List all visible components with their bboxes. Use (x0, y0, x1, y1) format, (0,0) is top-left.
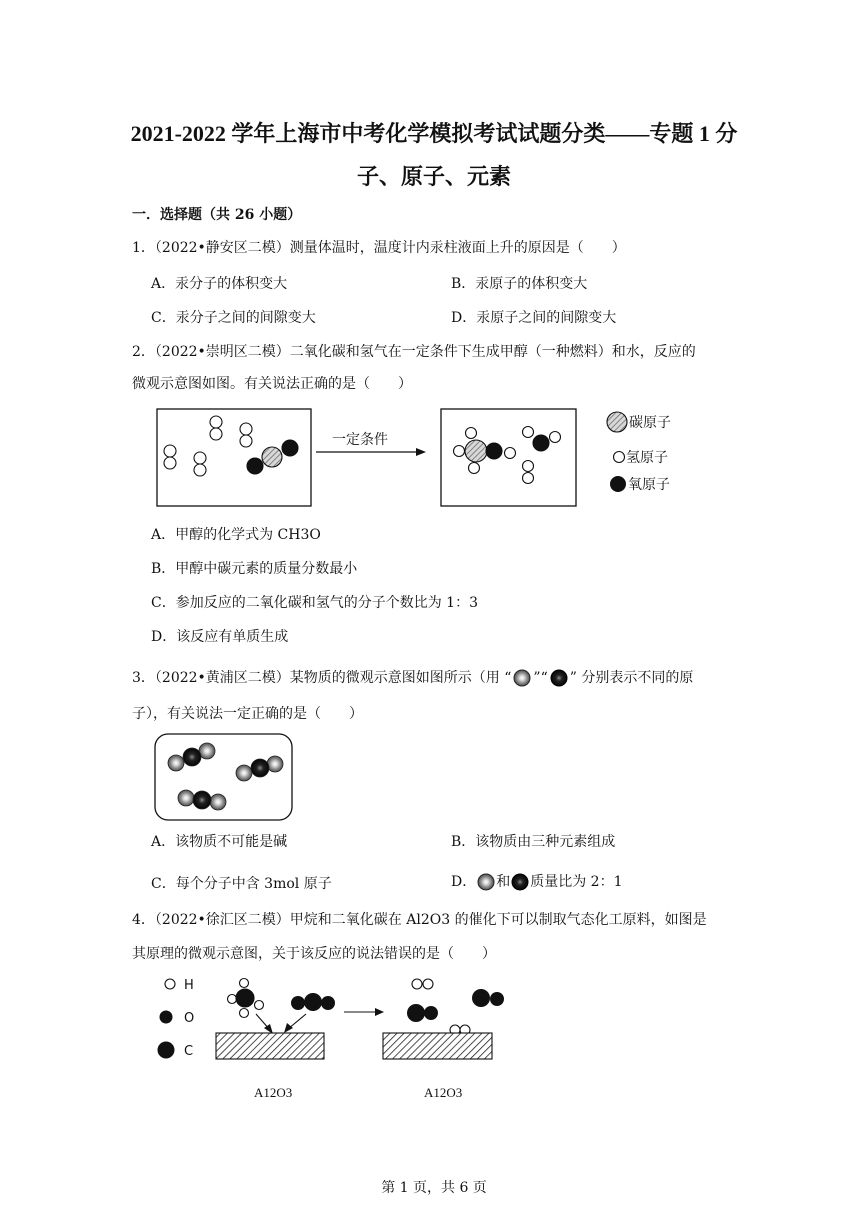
question-3-option-d (451, 871, 623, 891)
legend-h: H (184, 978, 194, 993)
dark-atom-icon (548, 669, 570, 687)
question-1-option-a: A．汞分子的体积变大 (151, 276, 288, 292)
hydrogen-molecule (240, 423, 252, 447)
question-3-option-a: A．该物质不可能是碱 (151, 834, 288, 850)
question-3-option-d-mid: 和 (496, 874, 511, 890)
reactants-box (157, 409, 311, 506)
catalyst-label: A12O3 (424, 1085, 463, 1100)
grey-atom-icon (476, 873, 496, 891)
methane-molecule (228, 979, 264, 1018)
page-title-line1: 2021-2022 学年上海市中考化学模拟考试试题分类——专题 1 分 (130, 121, 738, 146)
arrow-label: 一定条件 (332, 432, 388, 448)
question-2-option-d: D．该反应有单质生成 (151, 629, 289, 645)
hydrogen-molecule (412, 979, 433, 989)
carbon-atom-legend-icon (607, 412, 627, 432)
question-2-option-a: A．甲醇的化学式为 CH3O (151, 527, 321, 543)
oxygen-legend-icon (160, 1011, 173, 1024)
carbon-monoxide-molecule (407, 1004, 438, 1022)
question-1-option-c: C．汞分子之间的间隙变大 (151, 310, 316, 326)
water-molecule (523, 427, 561, 452)
question-2-diagram (0, 400, 868, 530)
question-3-option-d-prefix: D． (451, 874, 477, 890)
page-footer: 第 1 页，共 6 页 (381, 1180, 487, 1196)
molecule (168, 743, 215, 771)
oxygen-atom-legend-icon (610, 476, 626, 492)
hydrogen-molecule (194, 452, 206, 476)
question-3-diagram (0, 730, 868, 830)
question-3-option-d-suffix: 质量比为 2：1 (530, 874, 623, 890)
reaction-arrow-head (416, 448, 426, 456)
question-1-option-d: D．汞原子之间的间隙变大 (451, 310, 617, 326)
question-2-stem-line2: 微观示意图如图。有关说法正确的是（ ） (132, 376, 412, 392)
reaction-arrow-head (375, 1008, 384, 1016)
legend-carbon: 碳原子 (629, 415, 671, 431)
hydrogen-legend-icon (165, 979, 175, 989)
question-4-stem-line2: 其原理的微观示意图，关于该反应的说法错误的是（ ） (132, 946, 496, 962)
hydrogen-molecule (210, 416, 222, 440)
legend-hydrogen: 氢原子 (626, 450, 668, 466)
hydrogen-atom-legend-icon (614, 452, 625, 463)
dark-atom-icon (510, 873, 530, 891)
page-title-line2: 子、原子、元素 (356, 164, 511, 189)
carbon-dioxide-molecule (247, 440, 298, 474)
question-3-stem-line2: 子），有关说法一定正确的是（ ） (132, 706, 363, 722)
question-3-stem-part-c: ” 分别表示不同的原 (569, 670, 694, 686)
hydrogen-molecule (523, 461, 534, 484)
question-3-stem-part-b: ”“ (533, 670, 548, 686)
molecule (178, 790, 226, 810)
question-1-stem: 1．（2022•静安区二模）测量体温时，温度计内汞柱液面上升的原因是（ ） (132, 240, 626, 256)
question-1-option-b: B．汞原子的体积变大 (451, 276, 588, 292)
question-2-option-b: B．甲醇中碳元素的质量分数最小 (151, 561, 358, 577)
legend-oxygen: 氧原子 (628, 477, 670, 493)
question-3-stem-part-a: 3．（2022•黄浦区二模）某物质的微观示意图如图所示（用 “ (132, 670, 512, 686)
legend-c: C (184, 1044, 194, 1059)
question-3-option-c: C．每个分子中含 3mol 原子 (151, 876, 332, 892)
question-2-stem-line1: 2．（2022•崇明区二模）二氧化碳和氢气在一定条件下生成甲醇（一种燃料）和水，反应的 (132, 344, 696, 360)
question-3-option-b: B．该物质由三种元素组成 (451, 834, 616, 850)
molecule (236, 756, 283, 781)
catalyst-surface (383, 1033, 492, 1059)
section-heading: 一．选择题（共 26 小题） (132, 207, 302, 223)
grey-atom-icon (511, 669, 533, 687)
catalyst-label: A12O3 (254, 1085, 293, 1100)
carbon-monoxide-molecule (472, 989, 504, 1007)
methanol-molecule (454, 428, 516, 474)
question-2-option-c: C．参加反应的二氧化碳和氢气的分子个数比为 1：3 (151, 595, 478, 611)
carbon-legend-icon (158, 1042, 175, 1059)
catalyst-surface (216, 1033, 324, 1059)
carbon-dioxide-molecule (291, 993, 335, 1011)
question-4-diagram (0, 970, 868, 1110)
legend-o: O (184, 1011, 195, 1026)
question-3-stem-line1 (132, 668, 693, 688)
question-4-stem-line1: 4．（2022•徐汇区二模）甲烷和二氧化碳在 Al2O3 的催化下可以制取气态化工原料，如图是 (132, 912, 707, 928)
hydrogen-molecule (164, 445, 176, 469)
